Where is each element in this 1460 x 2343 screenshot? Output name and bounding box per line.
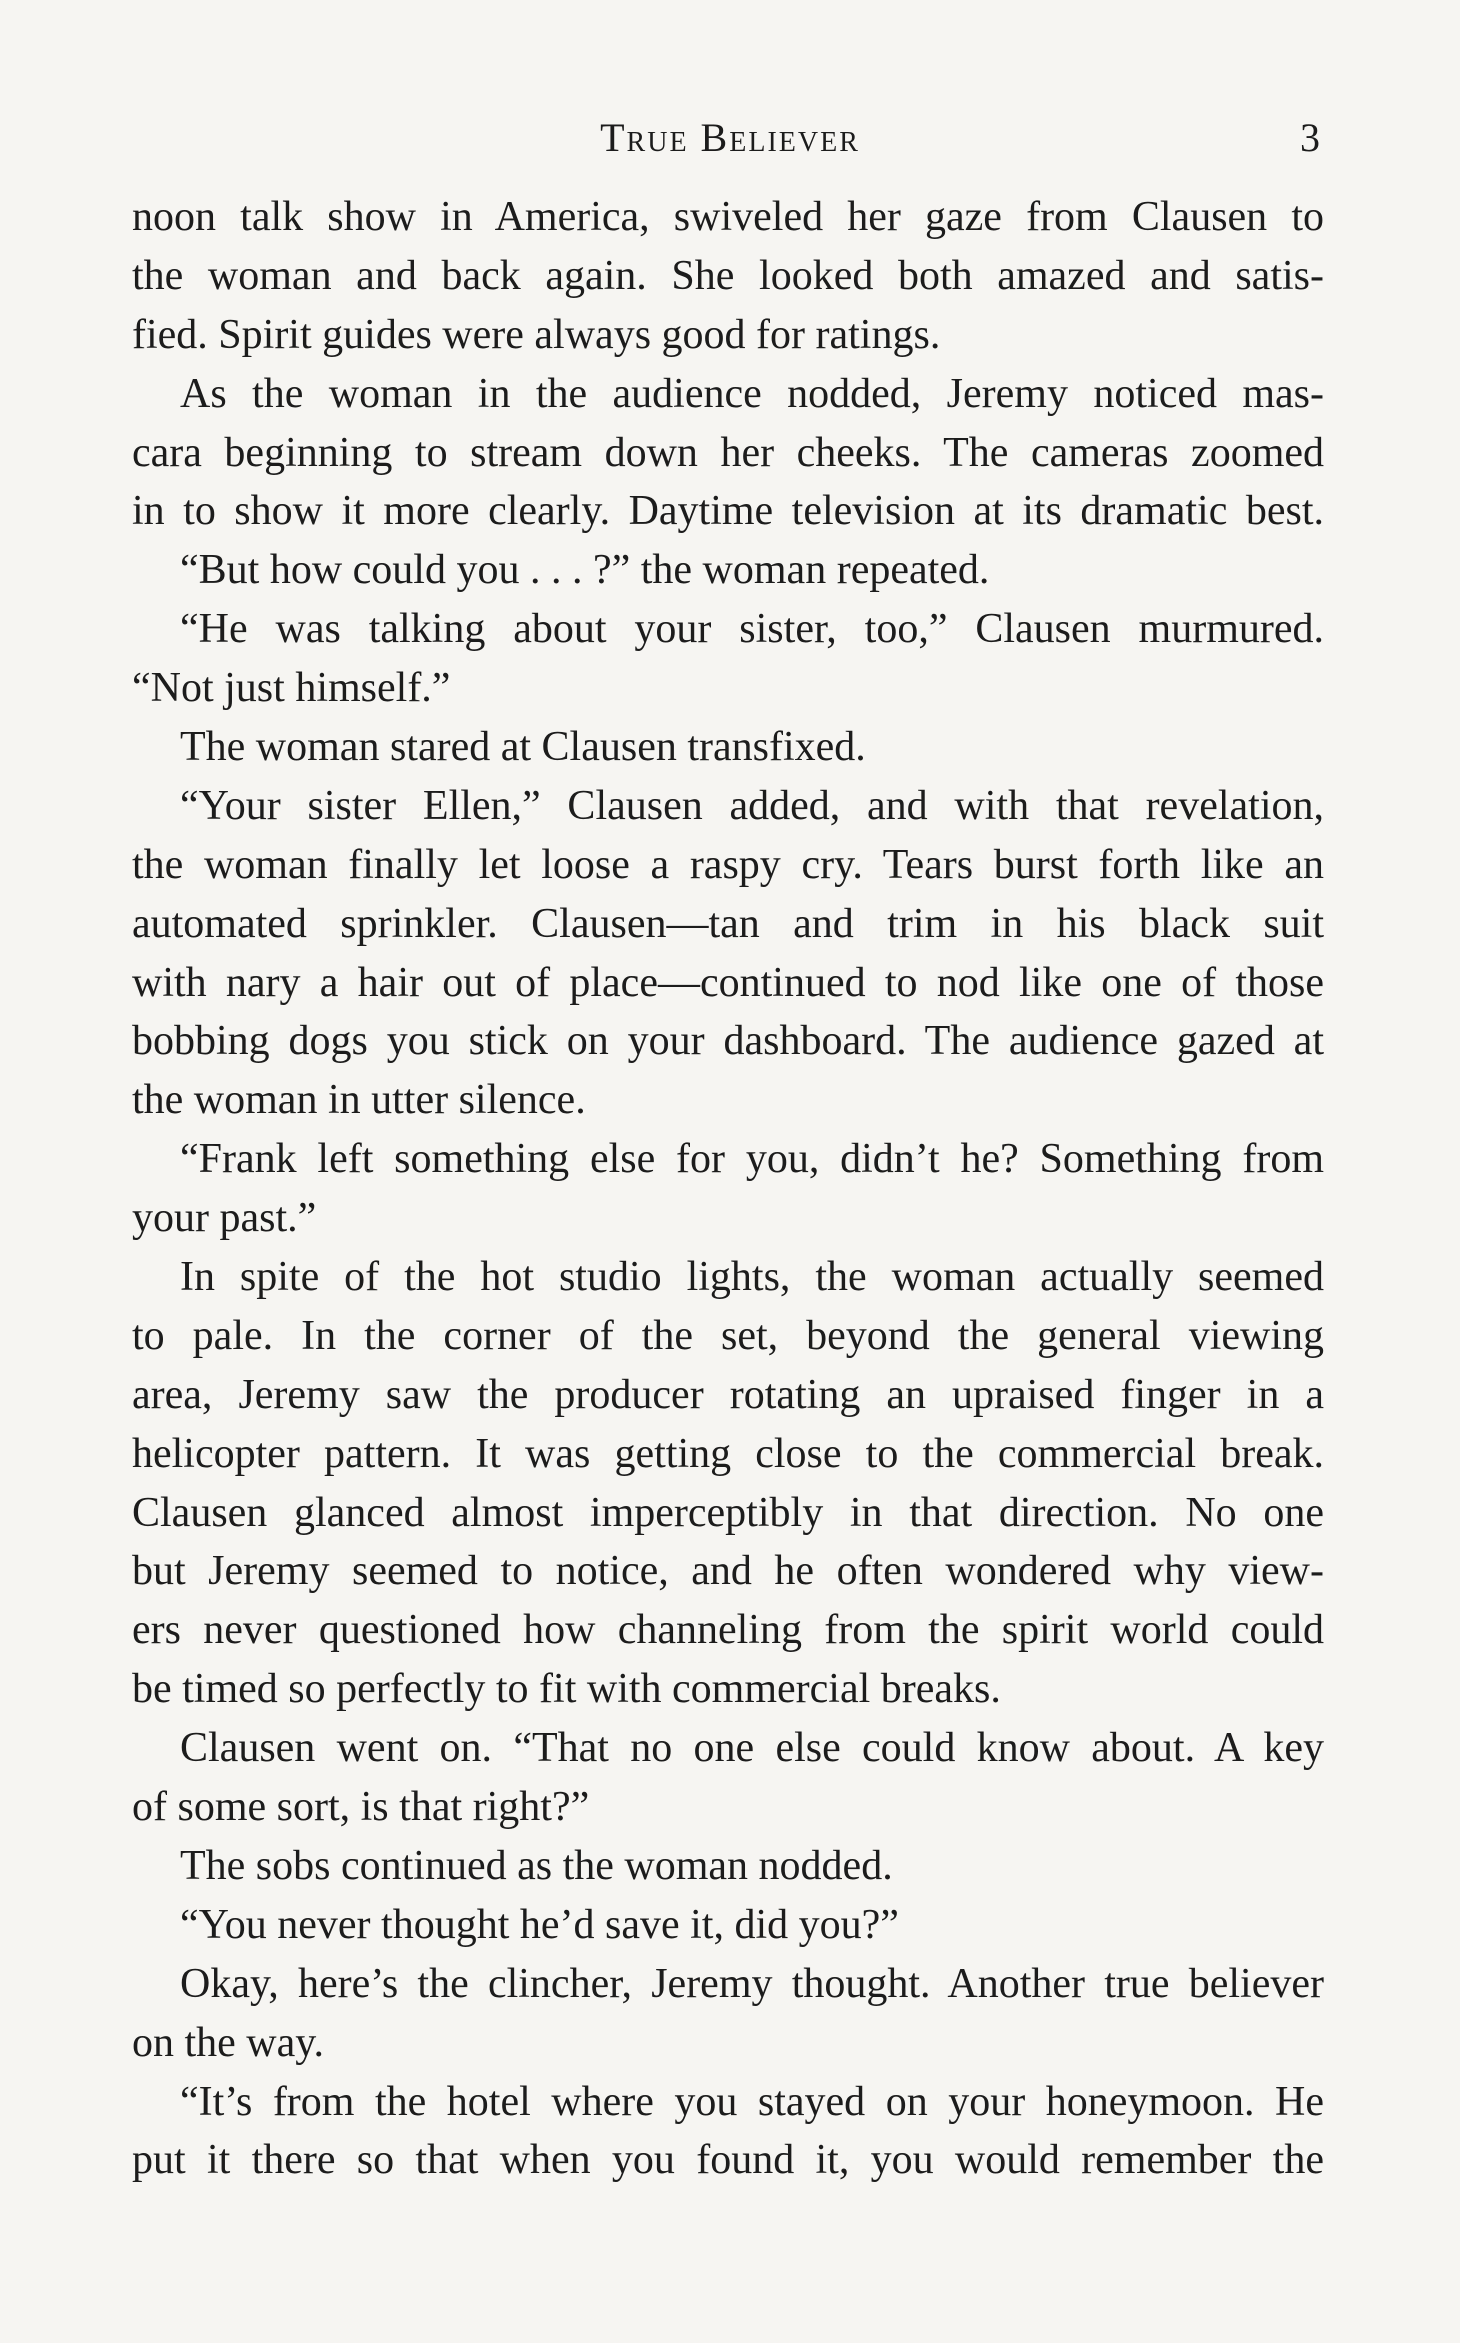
text-line: ers never questioned how channeling from the spirit world could [132, 1607, 1324, 1654]
text-line: “He was talking about your sister, too,” Clausen murmured. [180, 606, 1324, 653]
text-line: noon talk show in America, swiveled her gaze from Clausen to [132, 194, 1324, 240]
text-line: automated sprinkler. Clausen—tan and trim in his black suit [132, 900, 1324, 947]
text-line: be timed so perfectly to fit with commercial breaks. [132, 1666, 1001, 1713]
text-line: your past.” [132, 1195, 317, 1242]
text-line: Clausen went on. “That no one else could know about. A key [180, 1725, 1324, 1772]
text-line: area, Jeremy saw the producer rotating an upraised finger in a [132, 1371, 1324, 1418]
text-line: but Jeremy seemed to notice, and he often wondered why view- [132, 1548, 1324, 1595]
text-line: to pale. In the corner of the set, beyond the general viewing [132, 1312, 1324, 1359]
running-head [0, 108, 1460, 168]
text-line: “It’s from the hotel where you stayed on your honeymoon. He [180, 2078, 1324, 2125]
text-line: “Frank left something else for you, didn’t he? Something from [180, 1136, 1324, 1183]
text-line: put it there so that when you found it, you would remember the [132, 2137, 1324, 2184]
text-line: the woman in utter silence. [132, 1077, 586, 1124]
running-title: True Believer [600, 115, 860, 160]
text-line: Clausen glanced almost imperceptibly in that direction. No one [132, 1489, 1324, 1536]
text-line: helicopter pattern. It was getting close to the commercial break. [132, 1430, 1324, 1477]
text-line: of some sort, is that right?” [132, 1784, 590, 1831]
text-line: the woman and back again. She looked both amazed and satis- [132, 252, 1324, 299]
text-line: bobbing dogs you stick on your dashboard. The audience gazed at [132, 1018, 1324, 1065]
text-line: As the woman in the audience nodded, Jeremy noticed mas- [180, 370, 1324, 417]
page-number: 3 [1300, 115, 1320, 160]
text-line: The sobs continued as the woman nodded. [180, 1842, 893, 1889]
text-line: “Not just himself.” [132, 665, 451, 712]
text-line: fied. Spirit guides were always good for ratings. [132, 311, 941, 358]
text-line: with nary a hair out of place—continued to nod like one of those [132, 959, 1324, 1006]
text-line: In spite of the hot studio lights, the woman actually seemed [180, 1254, 1324, 1301]
text-line: on the way. [132, 2019, 325, 2066]
text-line: cara beginning to stream down her cheeks. The cameras zoomed [132, 429, 1324, 476]
body-text [132, 188, 1324, 2190]
text-line: the woman finally let loose a raspy cry. Tears burst forth like an [132, 841, 1324, 888]
text-line: in to show it more clearly. Daytime television at its dramatic best. [132, 488, 1324, 535]
text-line: “Your sister Ellen,” Clausen added, and with that revelation, [180, 782, 1324, 829]
text-line: “But how could you . . . ?” the woman repeated. [180, 547, 990, 594]
text-line: The woman stared at Clausen transfixed. [180, 724, 866, 771]
text-line: Okay, here’s the clincher, Jeremy thought. Another true believer [180, 1960, 1324, 2007]
text-line: “You never thought he’d save it, did you?” [180, 1901, 899, 1948]
